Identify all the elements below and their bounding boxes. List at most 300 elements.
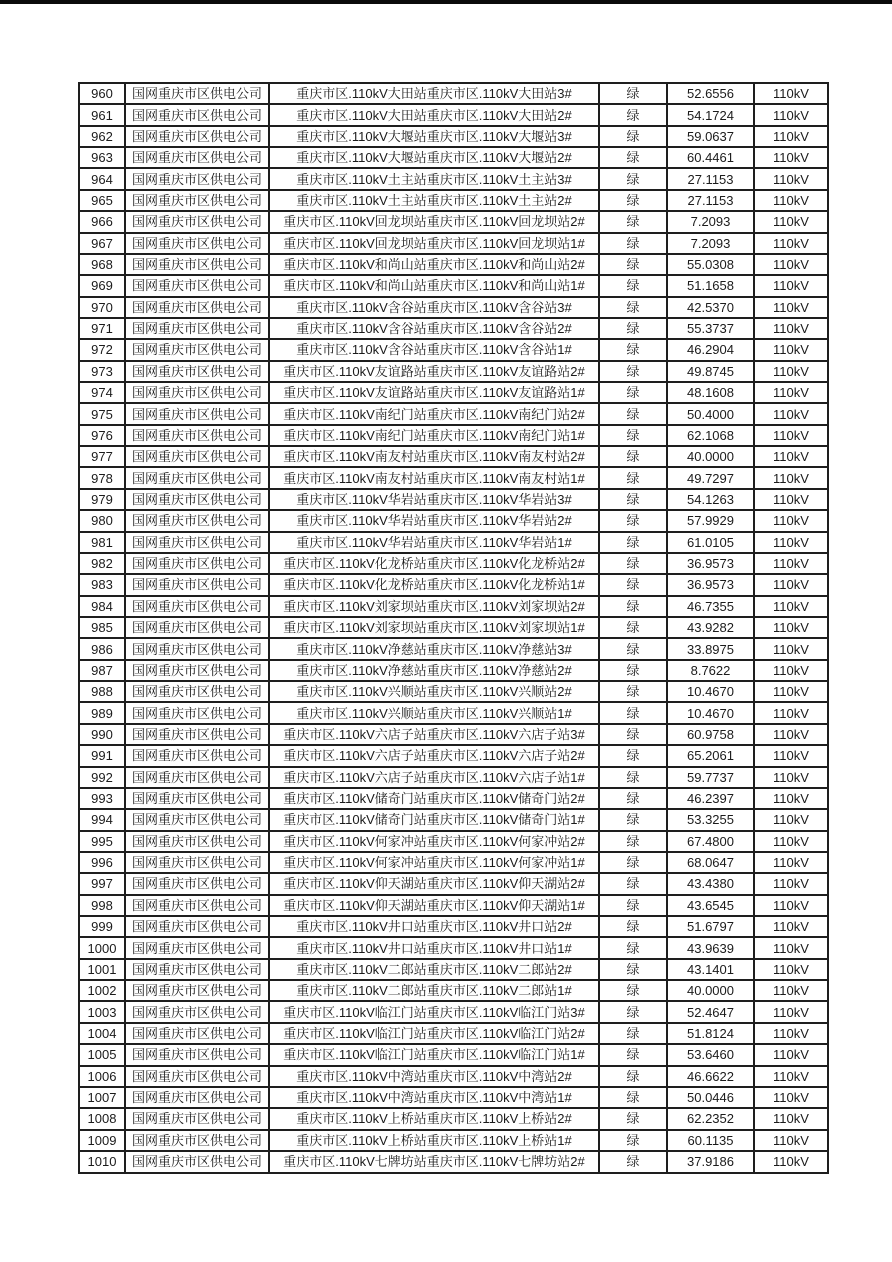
value-cell: 62.1068 (667, 425, 754, 446)
voltage-level-cell: 110kV (754, 980, 828, 1001)
station-readings-table (78, 82, 829, 1174)
voltage-level-cell: 110kV (754, 1066, 828, 1087)
value-cell: 54.1724 (667, 104, 754, 125)
value-cell: 51.8124 (667, 1023, 754, 1044)
company-cell: 国网重庆市区供电公司 (125, 809, 269, 830)
value-cell: 7.2093 (667, 211, 754, 232)
station-pair-cell: 重庆市区.110kV和尚山站重庆市区.110kV和尚山站1# (269, 275, 599, 296)
table-row (79, 574, 828, 595)
status-cell: 绿 (599, 211, 667, 232)
table-row (79, 83, 828, 104)
value-cell: 43.4380 (667, 873, 754, 894)
value-cell: 46.2397 (667, 788, 754, 809)
company-cell: 国网重庆市区供电公司 (125, 1001, 269, 1022)
row-number-cell: 983 (79, 574, 125, 595)
table-row (79, 467, 828, 488)
status-cell: 绿 (599, 617, 667, 638)
station-pair-cell: 重庆市区.110kV六店子站重庆市区.110kV六店子站1# (269, 767, 599, 788)
table-row (79, 510, 828, 531)
table-row (79, 446, 828, 467)
status-cell: 绿 (599, 1108, 667, 1129)
table-row (79, 702, 828, 723)
table-row (79, 724, 828, 745)
table-row (79, 809, 828, 830)
station-pair-cell: 重庆市区.110kV储奇门站重庆市区.110kV储奇门站1# (269, 809, 599, 830)
voltage-level-cell: 110kV (754, 190, 828, 211)
voltage-level-cell: 110kV (754, 596, 828, 617)
station-pair-cell: 重庆市区.110kV华岩站重庆市区.110kV华岩站3# (269, 489, 599, 510)
value-cell: 55.0308 (667, 254, 754, 275)
status-cell: 绿 (599, 638, 667, 659)
row-number-cell: 1010 (79, 1151, 125, 1173)
voltage-level-cell: 110kV (754, 873, 828, 894)
status-cell: 绿 (599, 126, 667, 147)
company-cell: 国网重庆市区供电公司 (125, 1151, 269, 1173)
status-cell: 绿 (599, 318, 667, 339)
status-cell: 绿 (599, 190, 667, 211)
table-row (79, 126, 828, 147)
table-row (79, 1066, 828, 1087)
scan-top-bar (0, 0, 892, 4)
table-row (79, 745, 828, 766)
station-pair-cell: 重庆市区.110kV土主站重庆市区.110kV土主站2# (269, 190, 599, 211)
station-pair-cell: 重庆市区.110kV含谷站重庆市区.110kV含谷站1# (269, 339, 599, 360)
station-pair-cell: 重庆市区.110kV兴顺站重庆市区.110kV兴顺站1# (269, 702, 599, 723)
company-cell: 国网重庆市区供电公司 (125, 83, 269, 104)
table-row (79, 403, 828, 424)
voltage-level-cell: 110kV (754, 1108, 828, 1129)
row-number-cell: 964 (79, 168, 125, 189)
status-cell: 绿 (599, 339, 667, 360)
voltage-level-cell: 110kV (754, 702, 828, 723)
station-pair-cell: 重庆市区.110kV刘家坝站重庆市区.110kV刘家坝站1# (269, 617, 599, 638)
status-cell: 绿 (599, 275, 667, 296)
company-cell: 国网重庆市区供电公司 (125, 339, 269, 360)
company-cell: 国网重庆市区供电公司 (125, 937, 269, 958)
value-cell: 49.7297 (667, 467, 754, 488)
status-cell: 绿 (599, 104, 667, 125)
station-pair-cell: 重庆市区.110kV南纪门站重庆市区.110kV南纪门站2# (269, 403, 599, 424)
voltage-level-cell: 110kV (754, 660, 828, 681)
value-cell: 46.6622 (667, 1066, 754, 1087)
voltage-level-cell: 110kV (754, 809, 828, 830)
voltage-level-cell: 110kV (754, 532, 828, 553)
company-cell: 国网重庆市区供电公司 (125, 446, 269, 467)
status-cell: 绿 (599, 937, 667, 958)
row-number-cell: 1000 (79, 937, 125, 958)
table-row (79, 916, 828, 937)
status-cell: 绿 (599, 532, 667, 553)
company-cell: 国网重庆市区供电公司 (125, 745, 269, 766)
status-cell: 绿 (599, 596, 667, 617)
row-number-cell: 961 (79, 104, 125, 125)
company-cell: 国网重庆市区供电公司 (125, 767, 269, 788)
voltage-level-cell: 110kV (754, 895, 828, 916)
row-number-cell: 999 (79, 916, 125, 937)
value-cell: 54.1263 (667, 489, 754, 510)
table-row (79, 1001, 828, 1022)
table-row (79, 233, 828, 254)
status-cell: 绿 (599, 446, 667, 467)
table-row (79, 681, 828, 702)
voltage-level-cell: 110kV (754, 297, 828, 318)
row-number-cell: 978 (79, 467, 125, 488)
table-row (79, 660, 828, 681)
status-cell: 绿 (599, 574, 667, 595)
station-pair-cell: 重庆市区.110kV井口站重庆市区.110kV井口站1# (269, 937, 599, 958)
voltage-level-cell: 110kV (754, 937, 828, 958)
table-row (79, 1130, 828, 1151)
table-row (79, 254, 828, 275)
company-cell: 国网重庆市区供电公司 (125, 254, 269, 275)
company-cell: 国网重庆市区供电公司 (125, 126, 269, 147)
status-cell: 绿 (599, 660, 667, 681)
row-number-cell: 974 (79, 382, 125, 403)
table-row (79, 1044, 828, 1065)
company-cell: 国网重庆市区供电公司 (125, 916, 269, 937)
voltage-level-cell: 110kV (754, 233, 828, 254)
company-cell: 国网重庆市区供电公司 (125, 1023, 269, 1044)
table-row (79, 873, 828, 894)
company-cell: 国网重庆市区供电公司 (125, 724, 269, 745)
company-cell: 国网重庆市区供电公司 (125, 425, 269, 446)
voltage-level-cell: 110kV (754, 104, 828, 125)
value-cell: 43.9282 (667, 617, 754, 638)
station-pair-cell: 重庆市区.110kV大堰站重庆市区.110kV大堰站3# (269, 126, 599, 147)
company-cell: 国网重庆市区供电公司 (125, 233, 269, 254)
value-cell: 43.1401 (667, 959, 754, 980)
row-number-cell: 991 (79, 745, 125, 766)
company-cell: 国网重庆市区供电公司 (125, 275, 269, 296)
table-row (79, 980, 828, 1001)
status-cell: 绿 (599, 916, 667, 937)
station-pair-cell: 重庆市区.110kV和尚山站重庆市区.110kV和尚山站2# (269, 254, 599, 275)
company-cell: 国网重庆市区供电公司 (125, 1087, 269, 1108)
station-pair-cell: 重庆市区.110kV何家冲站重庆市区.110kV何家冲站2# (269, 831, 599, 852)
station-pair-cell: 重庆市区.110kV七牌坊站重庆市区.110kV七牌坊站2# (269, 1151, 599, 1173)
voltage-level-cell: 110kV (754, 767, 828, 788)
voltage-level-cell: 110kV (754, 254, 828, 275)
station-pair-cell: 重庆市区.110kV刘家坝站重庆市区.110kV刘家坝站2# (269, 596, 599, 617)
station-pair-cell: 重庆市区.110kV仰天湖站重庆市区.110kV仰天湖站2# (269, 873, 599, 894)
value-cell: 60.9758 (667, 724, 754, 745)
value-cell: 10.4670 (667, 681, 754, 702)
table-row (79, 852, 828, 873)
row-number-cell: 971 (79, 318, 125, 339)
readings-table-body (79, 83, 828, 1173)
company-cell: 国网重庆市区供电公司 (125, 852, 269, 873)
station-pair-cell: 重庆市区.110kV中湾站重庆市区.110kV中湾站2# (269, 1066, 599, 1087)
company-cell: 国网重庆市区供电公司 (125, 681, 269, 702)
status-cell: 绿 (599, 168, 667, 189)
row-number-cell: 966 (79, 211, 125, 232)
station-pair-cell: 重庆市区.110kV何家冲站重庆市区.110kV何家冲站1# (269, 852, 599, 873)
value-cell: 51.6797 (667, 916, 754, 937)
row-number-cell: 979 (79, 489, 125, 510)
status-cell: 绿 (599, 403, 667, 424)
table-row (79, 937, 828, 958)
table-row (79, 767, 828, 788)
voltage-level-cell: 110kV (754, 1044, 828, 1065)
table-row (79, 959, 828, 980)
company-cell: 国网重庆市区供电公司 (125, 1066, 269, 1087)
value-cell: 27.1153 (667, 168, 754, 189)
table-row (79, 104, 828, 125)
table-row (79, 1108, 828, 1129)
voltage-level-cell: 110kV (754, 318, 828, 339)
value-cell: 43.9639 (667, 937, 754, 958)
company-cell: 国网重庆市区供电公司 (125, 489, 269, 510)
value-cell: 36.9573 (667, 553, 754, 574)
voltage-level-cell: 110kV (754, 403, 828, 424)
value-cell: 51.1658 (667, 275, 754, 296)
status-cell: 绿 (599, 233, 667, 254)
voltage-level-cell: 110kV (754, 574, 828, 595)
table-row (79, 1151, 828, 1173)
station-pair-cell: 重庆市区.110kV大堰站重庆市区.110kV大堰站2# (269, 147, 599, 168)
status-cell: 绿 (599, 1001, 667, 1022)
company-cell: 国网重庆市区供电公司 (125, 638, 269, 659)
voltage-level-cell: 110kV (754, 1087, 828, 1108)
row-number-cell: 967 (79, 233, 125, 254)
table-row (79, 382, 828, 403)
row-number-cell: 1009 (79, 1130, 125, 1151)
voltage-level-cell: 110kV (754, 959, 828, 980)
status-cell: 绿 (599, 873, 667, 894)
value-cell: 48.1608 (667, 382, 754, 403)
station-pair-cell: 重庆市区.110kV净慈站重庆市区.110kV净慈站2# (269, 660, 599, 681)
row-number-cell: 972 (79, 339, 125, 360)
voltage-level-cell: 110kV (754, 1151, 828, 1173)
table-row (79, 1087, 828, 1108)
voltage-level-cell: 110kV (754, 83, 828, 104)
station-pair-cell: 重庆市区.110kV大田站重庆市区.110kV大田站3# (269, 83, 599, 104)
value-cell: 53.3255 (667, 809, 754, 830)
row-number-cell: 965 (79, 190, 125, 211)
station-pair-cell: 重庆市区.110kV上桥站重庆市区.110kV上桥站1# (269, 1130, 599, 1151)
status-cell: 绿 (599, 510, 667, 531)
value-cell: 42.5370 (667, 297, 754, 318)
row-number-cell: 985 (79, 617, 125, 638)
row-number-cell: 993 (79, 788, 125, 809)
value-cell: 40.0000 (667, 980, 754, 1001)
table-row (79, 831, 828, 852)
station-pair-cell: 重庆市区.110kV化龙桥站重庆市区.110kV化龙桥站2# (269, 553, 599, 574)
table-row (79, 147, 828, 168)
company-cell: 国网重庆市区供电公司 (125, 211, 269, 232)
row-number-cell: 968 (79, 254, 125, 275)
row-number-cell: 1004 (79, 1023, 125, 1044)
table-row (79, 489, 828, 510)
status-cell: 绿 (599, 361, 667, 382)
value-cell: 62.2352 (667, 1108, 754, 1129)
row-number-cell: 973 (79, 361, 125, 382)
voltage-level-cell: 110kV (754, 1001, 828, 1022)
station-pair-cell: 重庆市区.110kV六店子站重庆市区.110kV六店子站3# (269, 724, 599, 745)
table-row (79, 617, 828, 638)
table-row (79, 318, 828, 339)
value-cell: 37.9186 (667, 1151, 754, 1173)
table-row (79, 361, 828, 382)
voltage-level-cell: 110kV (754, 788, 828, 809)
station-pair-cell: 重庆市区.110kV友谊路站重庆市区.110kV友谊路站2# (269, 361, 599, 382)
company-cell: 国网重庆市区供电公司 (125, 104, 269, 125)
row-number-cell: 962 (79, 126, 125, 147)
value-cell: 46.7355 (667, 596, 754, 617)
status-cell: 绿 (599, 297, 667, 318)
station-pair-cell: 重庆市区.110kV上桥站重庆市区.110kV上桥站2# (269, 1108, 599, 1129)
voltage-level-cell: 110kV (754, 745, 828, 766)
company-cell: 国网重庆市区供电公司 (125, 382, 269, 403)
company-cell: 国网重庆市区供电公司 (125, 510, 269, 531)
status-cell: 绿 (599, 852, 667, 873)
value-cell: 7.2093 (667, 233, 754, 254)
table-row (79, 339, 828, 360)
status-cell: 绿 (599, 147, 667, 168)
station-pair-cell: 重庆市区.110kV二郎站重庆市区.110kV二郎站2# (269, 959, 599, 980)
voltage-level-cell: 110kV (754, 489, 828, 510)
value-cell: 27.1153 (667, 190, 754, 211)
status-cell: 绿 (599, 1151, 667, 1173)
company-cell: 国网重庆市区供电公司 (125, 553, 269, 574)
station-pair-cell: 重庆市区.110kV兴顺站重庆市区.110kV兴顺站2# (269, 681, 599, 702)
row-number-cell: 969 (79, 275, 125, 296)
value-cell: 43.6545 (667, 895, 754, 916)
voltage-level-cell: 110kV (754, 1023, 828, 1044)
company-cell: 国网重庆市区供电公司 (125, 1044, 269, 1065)
table-row (79, 895, 828, 916)
table-row (79, 275, 828, 296)
station-pair-cell: 重庆市区.110kV仰天湖站重庆市区.110kV仰天湖站1# (269, 895, 599, 916)
table-row (79, 532, 828, 553)
company-cell: 国网重庆市区供电公司 (125, 190, 269, 211)
table-row (79, 596, 828, 617)
company-cell: 国网重庆市区供电公司 (125, 297, 269, 318)
status-cell: 绿 (599, 681, 667, 702)
row-number-cell: 994 (79, 809, 125, 830)
voltage-level-cell: 110kV (754, 211, 828, 232)
voltage-level-cell: 110kV (754, 467, 828, 488)
row-number-cell: 990 (79, 724, 125, 745)
row-number-cell: 1007 (79, 1087, 125, 1108)
voltage-level-cell: 110kV (754, 425, 828, 446)
station-pair-cell: 重庆市区.110kV中湾站重庆市区.110kV中湾站1# (269, 1087, 599, 1108)
voltage-level-cell: 110kV (754, 126, 828, 147)
voltage-level-cell: 110kV (754, 724, 828, 745)
company-cell: 国网重庆市区供电公司 (125, 532, 269, 553)
voltage-level-cell: 110kV (754, 168, 828, 189)
voltage-level-cell: 110kV (754, 831, 828, 852)
station-pair-cell: 重庆市区.110kV临江门站重庆市区.110kV临江门站1# (269, 1044, 599, 1065)
status-cell: 绿 (599, 489, 667, 510)
status-cell: 绿 (599, 1044, 667, 1065)
value-cell: 57.9929 (667, 510, 754, 531)
value-cell: 61.0105 (667, 532, 754, 553)
row-number-cell: 1006 (79, 1066, 125, 1087)
row-number-cell: 995 (79, 831, 125, 852)
station-pair-cell: 重庆市区.110kV友谊路站重庆市区.110kV友谊路站1# (269, 382, 599, 403)
company-cell: 国网重庆市区供电公司 (125, 1108, 269, 1129)
value-cell: 50.4000 (667, 403, 754, 424)
status-cell: 绿 (599, 382, 667, 403)
row-number-cell: 992 (79, 767, 125, 788)
value-cell: 10.4670 (667, 702, 754, 723)
station-pair-cell: 重庆市区.110kV化龙桥站重庆市区.110kV化龙桥站1# (269, 574, 599, 595)
voltage-level-cell: 110kV (754, 446, 828, 467)
company-cell: 国网重庆市区供电公司 (125, 660, 269, 681)
status-cell: 绿 (599, 831, 667, 852)
voltage-level-cell: 110kV (754, 553, 828, 574)
voltage-level-cell: 110kV (754, 361, 828, 382)
row-number-cell: 1003 (79, 1001, 125, 1022)
table-row (79, 297, 828, 318)
company-cell: 国网重庆市区供电公司 (125, 361, 269, 382)
row-number-cell: 987 (79, 660, 125, 681)
row-number-cell: 980 (79, 510, 125, 531)
status-cell: 绿 (599, 83, 667, 104)
value-cell: 50.0446 (667, 1087, 754, 1108)
company-cell: 国网重庆市区供电公司 (125, 1130, 269, 1151)
status-cell: 绿 (599, 254, 667, 275)
row-number-cell: 1002 (79, 980, 125, 1001)
company-cell: 国网重庆市区供电公司 (125, 788, 269, 809)
value-cell: 68.0647 (667, 852, 754, 873)
company-cell: 国网重庆市区供电公司 (125, 574, 269, 595)
row-number-cell: 960 (79, 83, 125, 104)
row-number-cell: 976 (79, 425, 125, 446)
company-cell: 国网重庆市区供电公司 (125, 702, 269, 723)
voltage-level-cell: 110kV (754, 510, 828, 531)
value-cell: 40.0000 (667, 446, 754, 467)
row-number-cell: 998 (79, 895, 125, 916)
row-number-cell: 975 (79, 403, 125, 424)
value-cell: 53.6460 (667, 1044, 754, 1065)
row-number-cell: 981 (79, 532, 125, 553)
table-row (79, 788, 828, 809)
company-cell: 国网重庆市区供电公司 (125, 617, 269, 638)
station-pair-cell: 重庆市区.110kV储奇门站重庆市区.110kV储奇门站2# (269, 788, 599, 809)
value-cell: 67.4800 (667, 831, 754, 852)
value-cell: 52.6556 (667, 83, 754, 104)
status-cell: 绿 (599, 1066, 667, 1087)
voltage-level-cell: 110kV (754, 638, 828, 659)
company-cell: 国网重庆市区供电公司 (125, 168, 269, 189)
company-cell: 国网重庆市区供电公司 (125, 403, 269, 424)
status-cell: 绿 (599, 895, 667, 916)
status-cell: 绿 (599, 724, 667, 745)
row-number-cell: 1001 (79, 959, 125, 980)
table-row (79, 1023, 828, 1044)
voltage-level-cell: 110kV (754, 617, 828, 638)
station-pair-cell: 重庆市区.110kV含谷站重庆市区.110kV含谷站2# (269, 318, 599, 339)
row-number-cell: 1008 (79, 1108, 125, 1129)
status-cell: 绿 (599, 745, 667, 766)
station-pair-cell: 重庆市区.110kV含谷站重庆市区.110kV含谷站3# (269, 297, 599, 318)
station-pair-cell: 重庆市区.110kV井口站重庆市区.110kV井口站2# (269, 916, 599, 937)
voltage-level-cell: 110kV (754, 1130, 828, 1151)
table-row (79, 425, 828, 446)
station-pair-cell: 重庆市区.110kV二郎站重庆市区.110kV二郎站1# (269, 980, 599, 1001)
company-cell: 国网重庆市区供电公司 (125, 318, 269, 339)
status-cell: 绿 (599, 1130, 667, 1151)
station-pair-cell: 重庆市区.110kV回龙坝站重庆市区.110kV回龙坝站1# (269, 233, 599, 254)
station-pair-cell: 重庆市区.110kV大田站重庆市区.110kV大田站2# (269, 104, 599, 125)
voltage-level-cell: 110kV (754, 275, 828, 296)
row-number-cell: 963 (79, 147, 125, 168)
status-cell: 绿 (599, 980, 667, 1001)
status-cell: 绿 (599, 767, 667, 788)
company-cell: 国网重庆市区供电公司 (125, 831, 269, 852)
